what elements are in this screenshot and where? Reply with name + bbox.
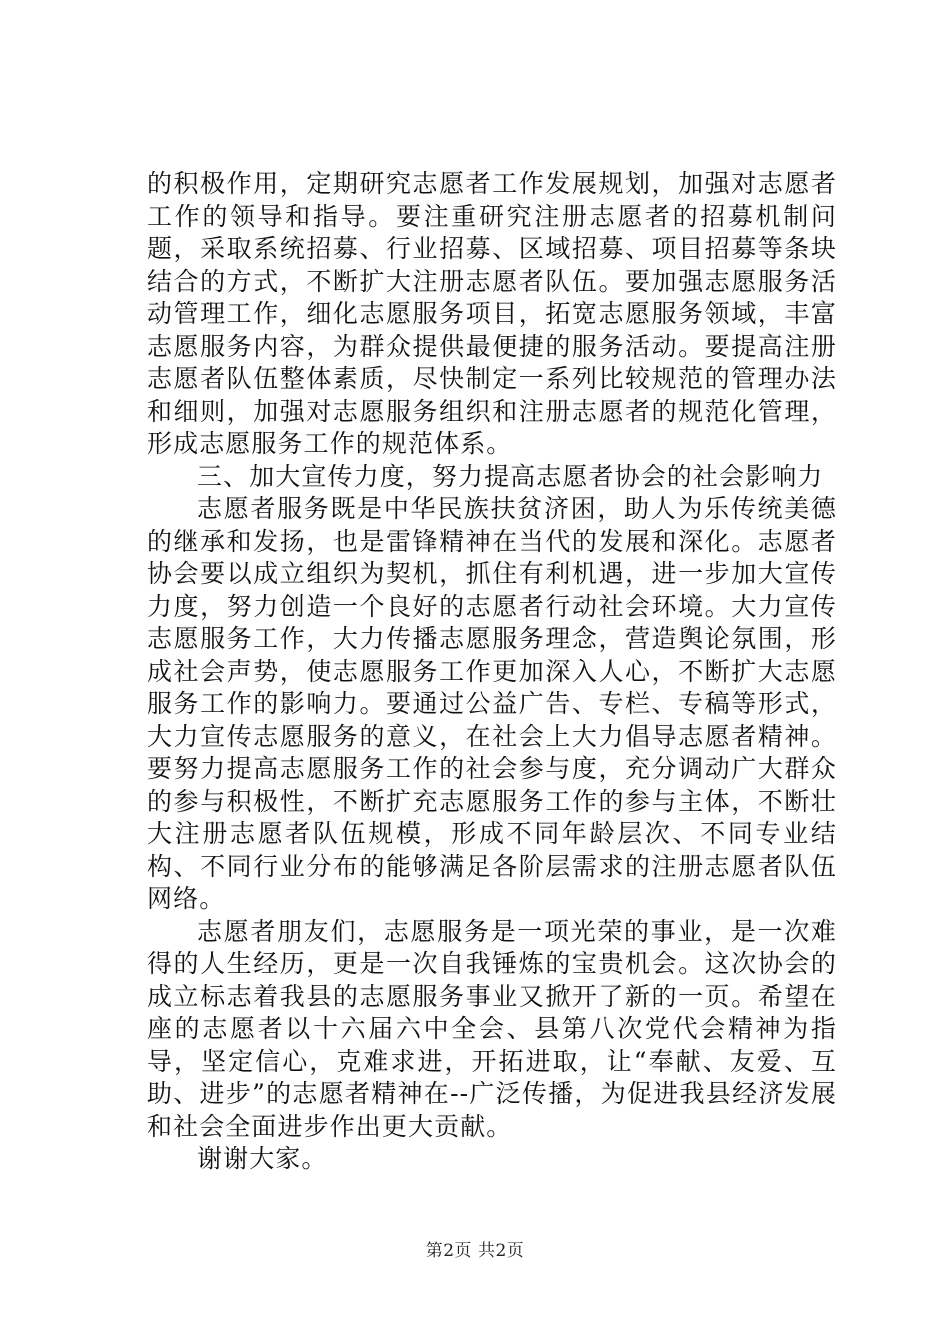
document-body — [147, 168, 837, 1176]
paragraph-continuation: 的积极作用，定期研究志愿者工作发展规划，加强对志愿者工作的领导和指导。要注重研究注册志愿者的招募机制问题，采取系统招募、行业招募、区域招募、项目招募等条块结合的方式，不断扩大注册志愿者队伍。要加强志愿服务活动管理工作，细化志愿服务项目，拓宽志愿服务领域，丰富志愿服务内容，为群众提供最便捷的服务活动。要提高注册志愿者队伍整体素质，尽快制定一系列比较规范的管理办法和细则，加强对志愿服务组织和注册志愿者的规范化管理，形成志愿服务工作的规范体系。 — [147, 169, 837, 458]
section-heading: 三、加大宣传力度，努力提高志愿者协会的社会影响力 — [197, 461, 824, 491]
paragraph-thanks: 谢谢大家。 — [197, 1144, 328, 1173]
paragraph-closing: 志愿者朋友们，志愿服务是一项光荣的事业，是一次难得的人生经历，更是一次自我锤炼的宝贵机会。这次协会的成立标志着我县的志愿服务事业又掀开了新的一页。希望在座的志愿者以十六届六中全会、县第八次党代会精神为指导，坚定信心，克难求进，开拓进取，让“奉献、友爱、互助、进步”的志愿者精神在--广泛传播，为促进我县经济发展和社会全面进步作出更大贡献。 — [147, 916, 837, 1141]
page-number-footer: 第2页 共2页 — [425, 1241, 525, 1261]
paragraph-publicity: 志愿者服务既是中华民族扶贫济困，助人为乐传统美德的继承和发扬，也是雷锋精神在当代的发展和深化。志愿者协会要以成立组织为契机，抓住有利机遇，进一步加大宣传力度，努力创造一个良好的志愿者行动社会环境。大力宣传志愿服务工作，大力传播志愿服务理念，营造舆论氛围，形成社会声势，使志愿服务工作更加深入人心，不断扩大志愿服务工作的影响力。要通过公益广告、专栏、专稿等形式，大力宣传志愿服务的意义，在社会上大力倡导志愿者精神。要努力提高志愿服务工作的社会参与度，充分调动广大群众的参与积极性，不断扩充志愿服务工作的参与主体，不断壮大注册志愿者队伍规模，形成不同年龄层次、不同专业结构、不同行业分布的能够满足各阶层需求的注册志愿者队伍网络。 — [147, 494, 837, 913]
